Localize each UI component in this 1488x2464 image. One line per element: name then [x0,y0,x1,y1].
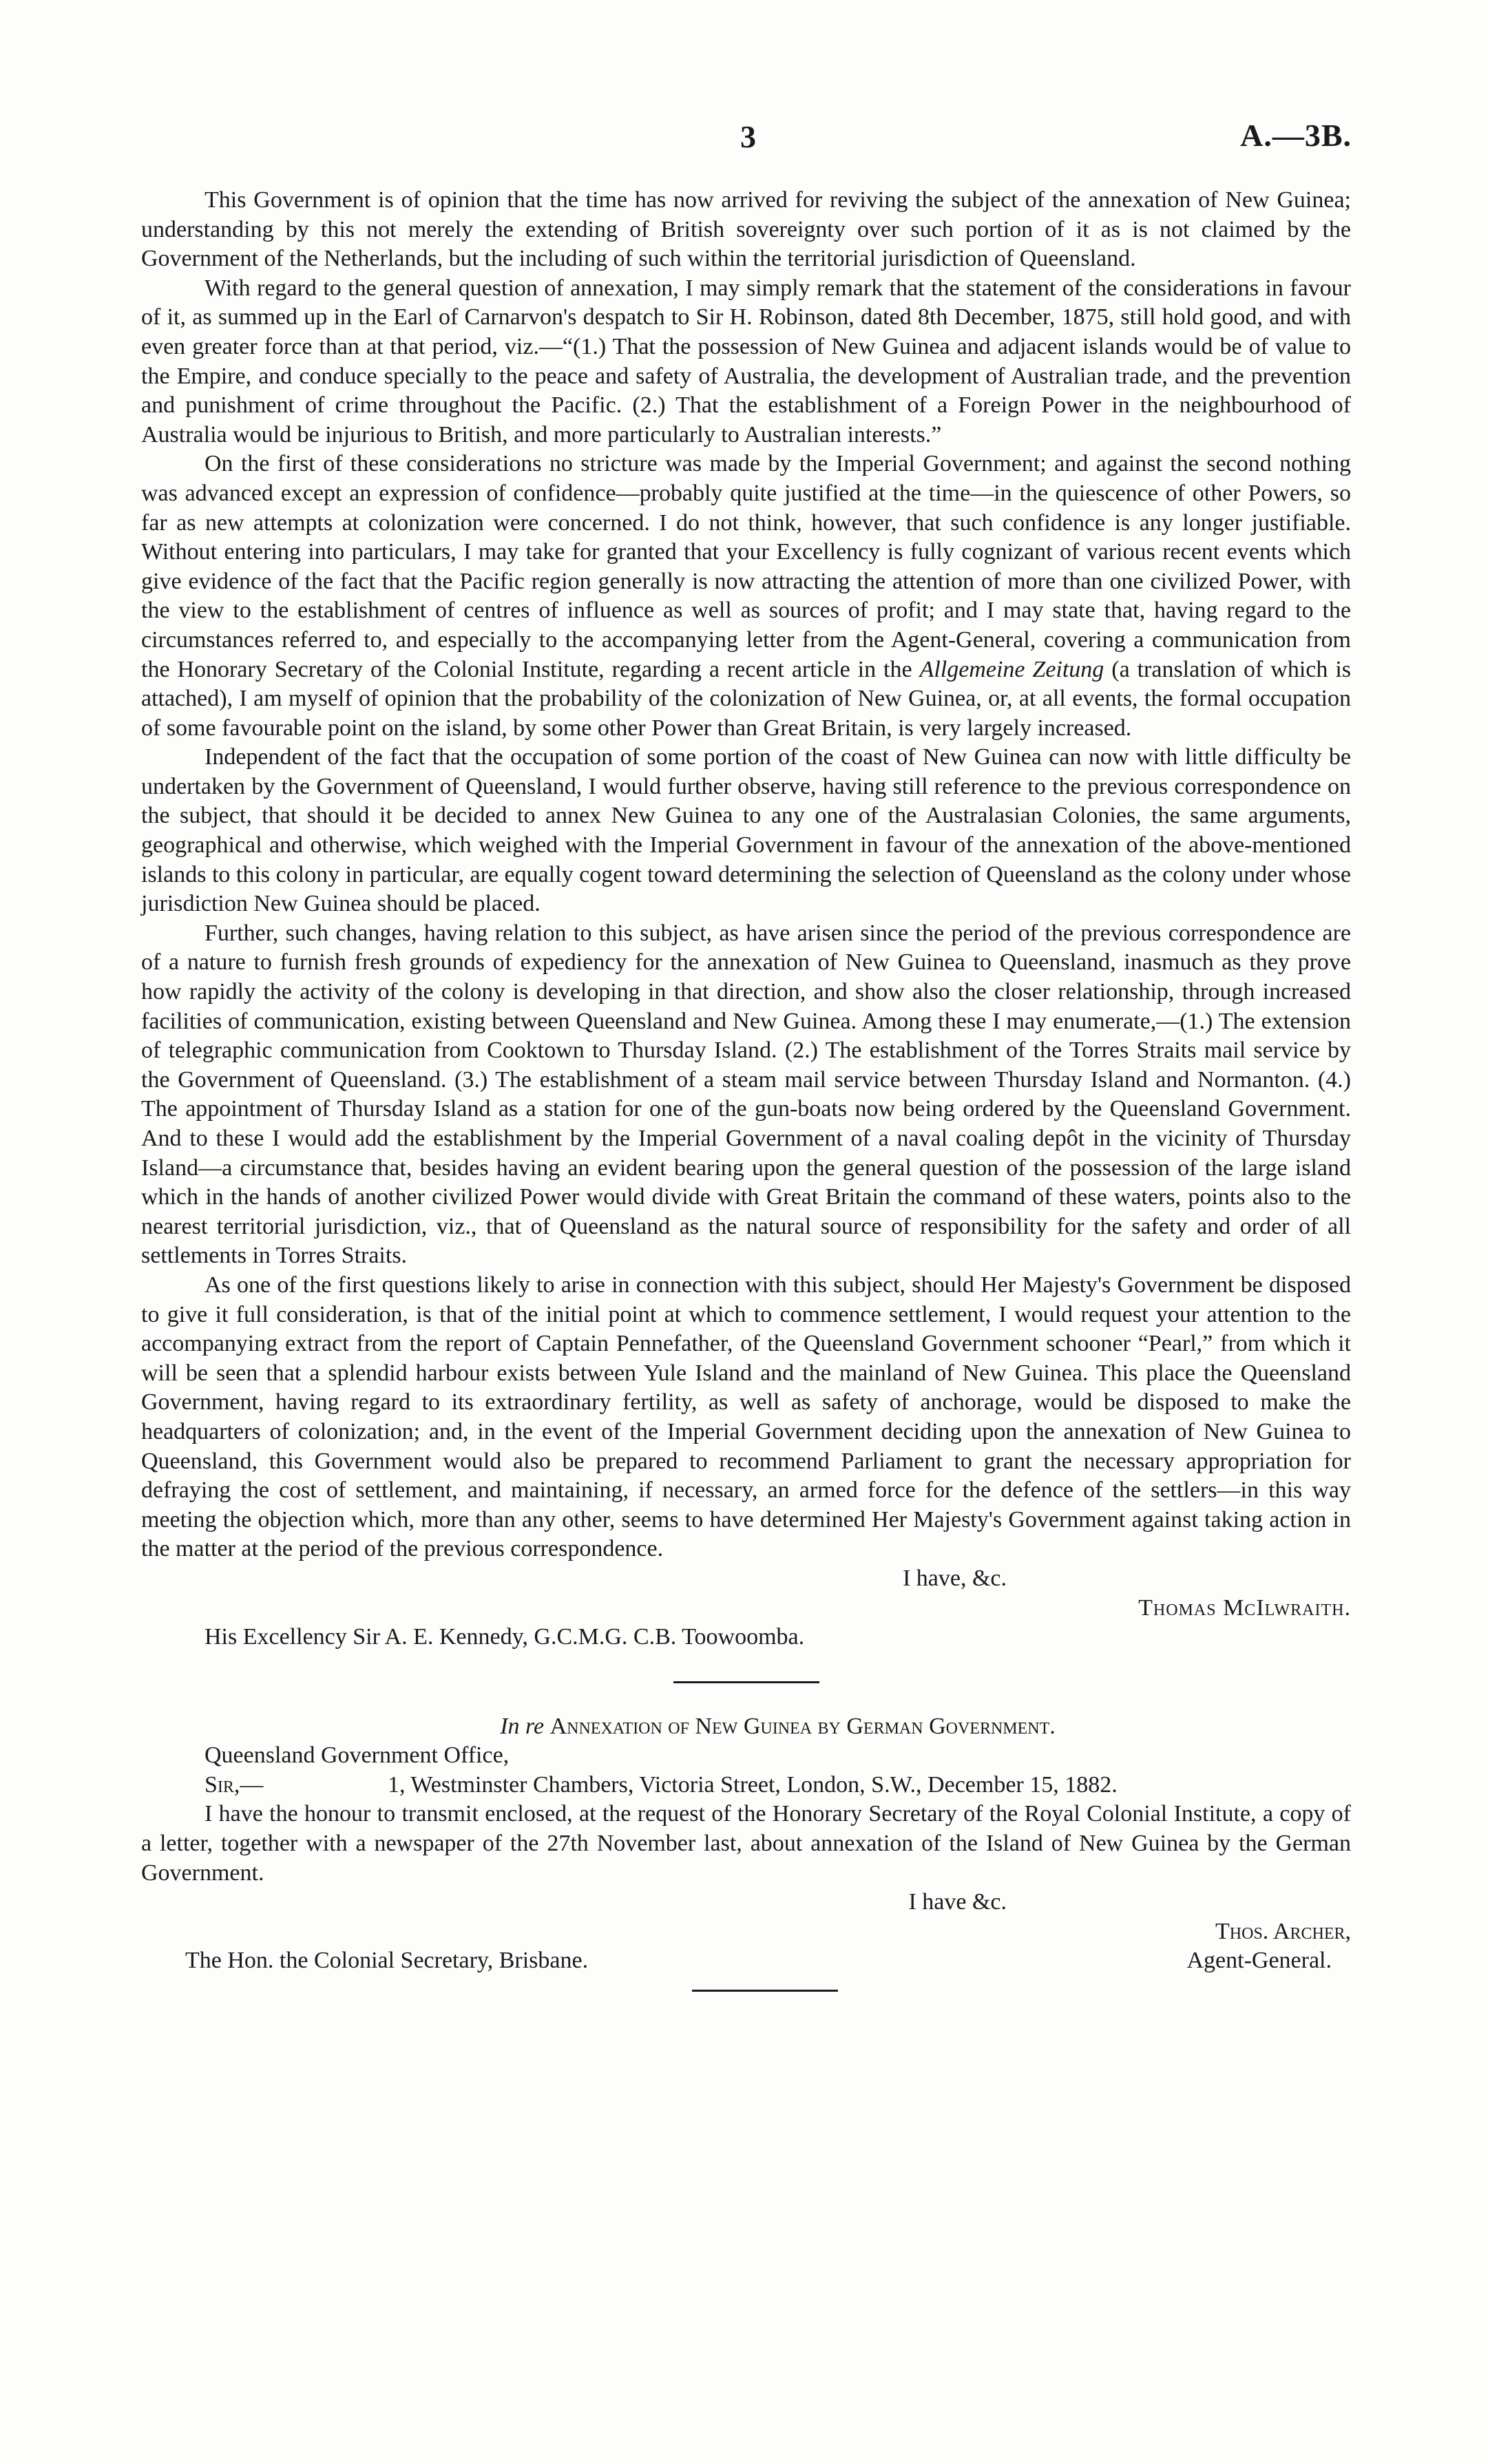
despatch-paragraph-3-text: On the first of these considerations no stricture was made by the Imperial Government; and against the second nothing was advanced except an expression of confidence—probably quite justified at the time—in the quiescence of other Powers, so far as new attempts at colonization were concerned. I do not think, however, that such confidence is any longer justifiable. Without entering into particulars, I may take for granted that your Excellency is fully cognizant of various recent events which give evidence of the fact that the Pacific region generally is now attracting the attention of more than one civilized Power, with the view to the establishment of centres of influence as well as sources of profit; and I may state that, having regard to the circumstances referred to, and especially to the accompanying letter from the Agent-General, covering a communication from the Honorary Secretary of the Colonial Institute, regarding a recent article in the [141,451,1351,682]
despatch-paragraph-3-rest: (a translation of which is attached), I am myself of opinion that the probability of the colonization of New Guinea, or, at all events, the formal occupation of some favourable point on the island, by some other Power than Great Britain, is very largely increased. [141,656,1352,741]
letter-signature: Thos. Archer, [1215,1918,1351,1944]
letter-closing [141,1888,1351,1917]
letter-office: Queensland Government Office, [205,1742,510,1769]
letter-closing-text: I have &c. [908,1889,1007,1915]
letter-body: I have the honour to transmit enclosed, at the request of the Honorary Secretary of the Royal Colonial Institute, a copy of a letter, together with a newspaper of the 27th November last, about annexation of the Island of New Guinea by the German Government. [141,1801,1351,1886]
despatch-addressee: His Excellency Sir A. E. Kennedy, G.C.M.G. C.B. Toowoomba. [205,1624,805,1650]
document-body [141,186,1351,1992]
letter-footer-row [141,1946,1351,1976]
despatch-paragraph-3 [141,450,1351,743]
letter-heading [141,1712,1351,1742]
despatch-closing [141,1564,1351,1594]
despatch-signature: Thomas McIlwraith. [1138,1594,1351,1621]
letter-signatory-title: Agent-General. [1186,1948,1332,1974]
letter-address-date: 1, Westminster Chambers, Victoria Street, London, S.W., December 15, 1882. [388,1771,1118,1798]
letter-addressee: The Hon. the Colonial Secretary, Brisbane. [185,1948,589,1974]
document-reference: A.—3B. [1240,118,1352,153]
despatch-paragraph-6: As one of the first questions likely to arise in connection with this subject, should Her Majesty's Government be disposed to give it full consideration, is that of the initial point at which to commence settlement, I would request your attention to the accompanying extract from the report of Captain Pennefather, of the Queensland Government schooner “Pearl,” from which it will be seen that a splendid harbour exists between Yule Island and the mainland of New Guinea. This place the Queensland Government, having regard to its extraordinary fertility, as well as safety of anchorage, would be disposed to make the headquarters of colonization; and, in the event of the Imperial Government deciding upon the annexation of New Guinea to Queensland, this Government would also be prepared to recommend Parliament to grant the necessary appropriation for defraying the cost of settlement, and maintaining, if necessary, an armed force for the defence of the settlers—in this way meeting the objection which, more than any other, seems to have determined Her Majesty's Government against taking action in the matter at the period of the previous correspondence. [141,1272,1351,1562]
end-divider [692,1990,838,1992]
heading-in-re: In re [500,1713,545,1739]
letter-salutation-line [141,1771,1351,1800]
despatch-paragraph-1: This Government is of opinion that the time has now arrived for reviving the subject of the annexation of New Guinea; understanding by this not merely the extending of British sovereignty over such portion of it as is not claimed by the Government of the Netherlands, but the including of such within the territorial jurisdiction of Queensland. [141,187,1351,272]
letter-salutation: Sir,— [205,1771,264,1798]
newspaper-title: Allgemeine Zeitung [919,656,1104,682]
despatch-paragraph-4: Independent of the fact that the occupation of some portion of the coast of New Guinea can now with little difficulty be undertaken by the Government of Queensland, I would further observe, having still reference to the previous correspondence on the subject, that should it be decided to annex New Guinea to any one of the Australasian Colonies, the same arguments, geographical and otherwise, which weighed with the Imperial Government in favour of the annexation of the above-mentioned islands to this colony in particular, are equally cogent toward determining the selection of Queensland as the colony under whose jurisdiction New Guinea should be placed. [141,744,1351,917]
despatch-closing-text: I have, &c. [902,1565,1007,1591]
section-divider [673,1681,819,1683]
letter-footer [141,1946,1351,1976]
despatch-paragraph-5: Further, such changes, having relation to this subject, as have arisen since the period of the previous correspondence are of a nature to furnish fresh grounds of expediency for the annexation of New Guinea to Queensland, inasmuch as they prove how rapidly the activity of the colony is developing in that direction, and show also the closer relationship, through increased facilities of communication, existing between Queensland and New Guinea. Among these I may enumerate,—(1.) The extension of telegraphic communication from Cooktown to Thursday Island. (2.) The establishment of the Torres Straits mail service by the Government of Queensland. (3.) The establishment of a steam mail service between Thursday Island and Normanton. (4.) The appointment of Thursday Island as a station for one of the gun-boats now being ordered by the Queensland Government. And to these I would add the establishment by the Imperial Government of a naval coaling depôt in the vicinity of Thursday Island—a circumstance that, besides having an evident bearing upon the general question of the possession of the large island which in the hands of another civilized Power would divide with Great Britain the command of these waters, points also to the nearest territorial jurisdiction, viz., that of Queensland as the natural source of responsibility for the safety and order of all settlements in Torres Straits. [141,920,1351,1269]
page-number: 3 [740,119,756,154]
heading-text: Annexation of New Guinea by German Government. [549,1713,1056,1739]
despatch-paragraph-2: With regard to the general question of annexation, I may simply remark that the statement of the considerations in favour of it, as summed up in the Earl of Carnarvon's despatch to Sir H. Robinson, dated 8th December, 1875, still hold good, and with even greater force than at that period, viz.—“(1.) That the possession of New Guinea and adjacent islands would be of value to the Empire, and conduce specially to the peace and safety of Australia, the development of Australian trade, and the prevention and punishment of crime throughout the Pacific. (2.) That the establishment of a Foreign Power in the neighbourhood of Australia would be injurious to British, and more particularly to Australian interests.” [141,275,1351,447]
